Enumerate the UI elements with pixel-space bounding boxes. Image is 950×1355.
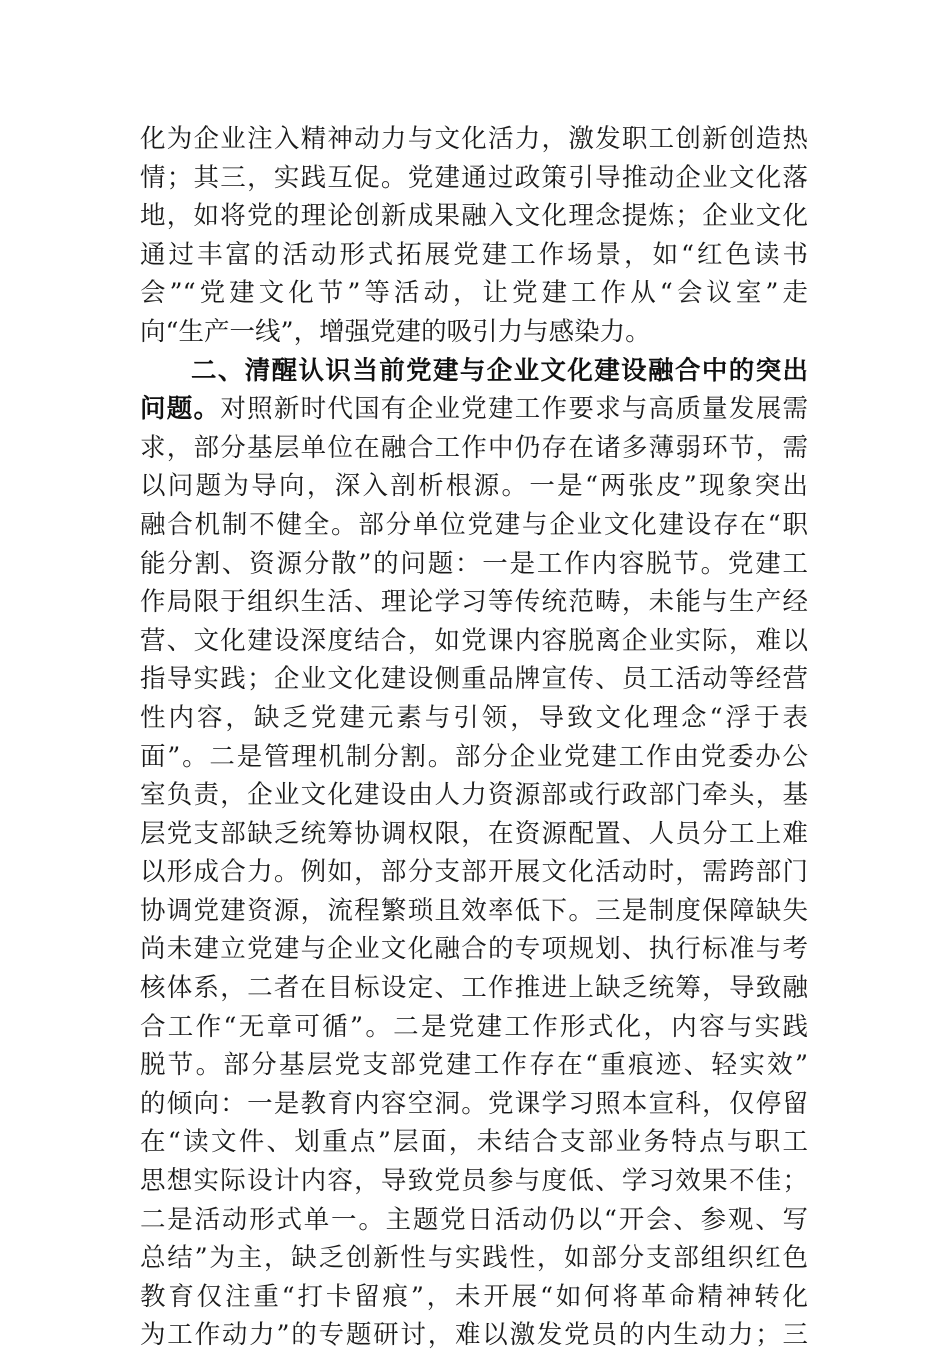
text-line: 在“读文件、划重点”层面，未结合支部业务特点与职工 <box>140 1127 808 1158</box>
text-line: 室负责，企业文化建设由人力资源部或行政部门牵头，基 <box>140 780 808 811</box>
text-line: 作局限于组织生活、理论学习等传统范畴，未能与生产经 <box>140 587 808 618</box>
text-line: 融合机制不健全。部分单位党建与企业文化建设存在“职 <box>140 509 808 540</box>
paragraph-2 <box>140 352 808 1355</box>
text-line: 协调党建资源，流程繁琐且效率低下。三是制度保障缺失 <box>140 895 808 926</box>
paragraph-1 <box>140 120 808 352</box>
text-line: 层党支部缺乏统筹协调权限，在资源配置、人员分工上难 <box>140 818 808 849</box>
text-line: 以问题为导向，深入剖析根源。一是“两张皮”现象突出 <box>140 471 808 502</box>
text-line: 营、文化建设深度结合，如党课内容脱离企业实际，难以 <box>140 625 808 656</box>
text-line: 脱节。部分基层党支部党建工作存在“重痕迹、轻实效” <box>140 1050 808 1081</box>
text-line: 情；其三，实践互促。党建通过政策引导推动企业文化落 <box>140 162 808 193</box>
text-line: 以形成合力。例如，部分支部开展文化活动时，需跨部门 <box>140 857 808 888</box>
text-line: 合工作“无章可循”。二是党建工作形式化，内容与实践 <box>140 1011 808 1042</box>
section-heading: 二、清醒认识当前党建与企业文化建设融合中的突出 <box>191 355 808 386</box>
text-line: 总结”为主，缺乏创新性与实践性，如部分支部组织红色 <box>140 1243 808 1274</box>
text-line: 核体系，二者在目标设定、工作推进上缺乏统筹，导致融 <box>140 973 808 1004</box>
text-line: 指导实践；企业文化建设侧重品牌宣传、员工活动等经营 <box>140 664 808 695</box>
text-line: 面”。二是管理机制分割。部分企业党建工作由党委办公 <box>140 741 808 772</box>
text-line: 求，部分基层单位在融合工作中仍存在诸多薄弱环节，需 <box>140 432 808 463</box>
section-heading-end: 问题。 <box>140 394 221 425</box>
text-line: 地，如将党的理论创新成果融入文化理念提炼；企业文化 <box>140 201 808 232</box>
text-line: 二是活动形式单一。主题党日活动仍以“开会、参观、写 <box>140 1204 808 1235</box>
document-page <box>140 120 808 1355</box>
text-span: 对照新时代国有企业党建工作要求与高质量发展需 <box>220 394 808 425</box>
text-line: 为工作动力”的专题研讨，难以激发党员的内生动力；三 <box>140 1320 808 1351</box>
text-line: 能分割、资源分散”的问题：一是工作内容脱节。党建工 <box>140 548 808 579</box>
text-line: 化为企业注入精神动力与文化活力，激发职工创新创造热 <box>140 124 808 154</box>
text-line: 尚未建立党建与企业文化融合的专项规划、执行标准与考 <box>140 934 808 965</box>
text-line: 性内容，缺乏党建元素与引领，导致文化理念“浮于表 <box>140 702 808 733</box>
text-line: 向“生产一线”，增强党建的吸引力与感染力。 <box>140 316 651 347</box>
text-line: 通过丰富的活动形式拓展党建工作场景，如“红色读书 <box>140 239 808 270</box>
text-line <box>140 390 808 429</box>
text-line: 会”“党建文化节”等活动，让党建工作从“会议室”走 <box>140 278 808 309</box>
text-line: 教育仅注重“打卡留痕”，未开展“如何将革命精神转化 <box>140 1281 808 1312</box>
text-line: 思想实际设计内容，导致党员参与度低、学习效果不佳； <box>140 1166 808 1197</box>
text-line: 的倾向：一是教育内容空洞。党课学习照本宣科，仅停留 <box>140 1088 808 1119</box>
